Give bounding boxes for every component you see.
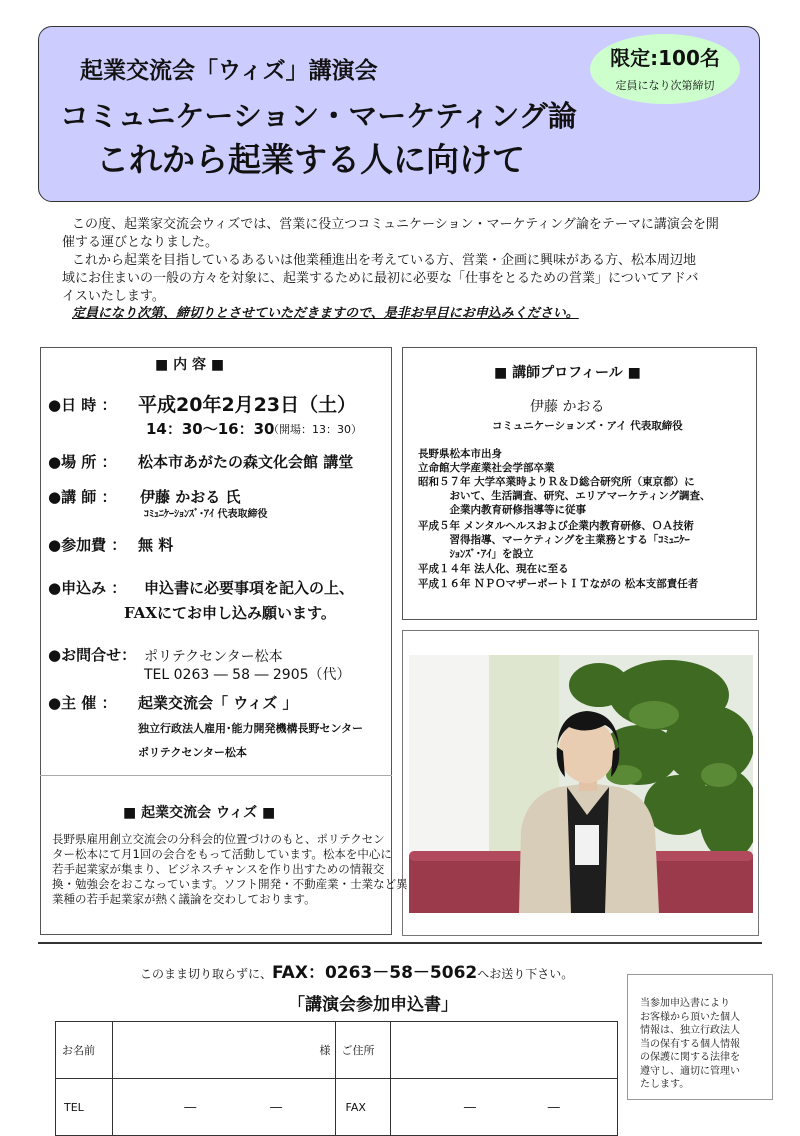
profile-line-1: 長野県松本市出身 [418,448,502,460]
host-value: 起業交流会「 ウィズ 」 [138,694,298,712]
intro-line-4: 域にお住まいの一般の方々を対象に、起業するために最初に必要な「仕事をとるための営業」についてアドバ [62,271,699,286]
privacy-line-7: たします。 [640,1079,690,1090]
lecturer-photo [409,655,753,913]
cut-line [38,942,762,944]
intro-line-1: この度、起業家交流会ウィズでは、営業に役立つコミュニケーション・マーケティング論をテーマに講演会を開 [72,217,719,232]
profile-line-2: 立命館大学産業社会学部卒業 [418,462,555,474]
fax-field[interactable] [390,1079,617,1136]
event-title-line2: これから起業する人に向けて [96,140,525,179]
apply-label: ●申込み ： [48,579,127,597]
contact-value: ポリテクセンター松本 [144,649,283,665]
profile-line-10: 平成１６年 ＮＰＯマザーポートＩＴながの 松本支部責任者 [418,578,699,590]
fax-number: FAX：0263－58－5062 [272,963,478,983]
profile-line-6: 平成５年 メンタルヘルスおよび企業内教育研修、ＯＡ技術 [418,520,694,532]
application-form [55,1021,618,1136]
profile-line-9: 平成１４年 法人化、現在に至る [418,563,569,575]
privacy-line-6: 遵守し、適切に管理い [640,1065,740,1077]
address-field[interactable] [390,1022,617,1079]
profile-line-4: おいて、生活調査、研究、エリアマーケティング調査、 [418,490,711,502]
tel-dash-1: ― [184,1100,197,1114]
privacy-notice [627,974,773,1100]
form-title: 「講演会参加申込書」 [288,995,458,1015]
time-value: 14：30〜16：30 [146,420,275,438]
host-org-1: 独立行政法人雇用･能力開発機構長野センター [138,722,364,735]
fax-prefix: このまま切り取らずに、 [140,967,273,981]
club-desc-5: 業種の若手起業家が熱く議論を交わしております。 [52,892,316,906]
lecturer-photo-illustration [409,655,753,913]
fax-instruction [140,958,573,983]
intro-emphasis: 定員になり次第、締切りとさせていただきますので、是非お早目にお申込みください。 [72,306,579,321]
tel-dash-2: ― [270,1100,283,1114]
address-label: ご住所 [335,1022,390,1079]
privacy-line-5: の保護に関する法律を [640,1052,740,1063]
open-time: （開場：13：30） [268,423,362,436]
profile-line-8: ｼｮﾝｽﾞ･ｱｲ」を設立 [418,548,534,560]
club-desc-2: ター松本にて月1回の会合をもって活動しています。松本を中心に [52,847,392,861]
form-row-name [56,1022,618,1079]
club-title: ■ 起業交流会 ウィズ ■ [123,805,276,821]
club-desc-3: 若手起業家が集まり、ビジネスチャンスを作り出すための情報交 [52,862,385,876]
club-desc-4: 換・勉強会をおこなっています。ソフト開発・不動産業・士業など異 [52,877,408,891]
capacity-note: 定員になり次第締切 [615,79,715,92]
privacy-line-1: 当参加申込書により [640,998,730,1009]
lecturer-label: ●講 師 ： [48,488,117,506]
capacity-badge [590,34,740,104]
details-title: ■ 内 容 ■ [155,357,225,373]
intro-line-3: これから起業を目指しているあるいは他業種進出を考えている方、営業・企画に興味がある方、松本周辺地 [72,253,697,268]
fax-suffix: へお送り下さい。 [477,967,574,981]
apply-value-2: FAXにてお申し込み願います。 [124,604,336,622]
apply-value-1: 申込書に必要事項を記入の上、 [144,579,355,597]
fee-label: ●参加費 ： [48,536,127,554]
tel-field[interactable] [113,1079,335,1136]
lecturer-company: ｺﾐｭﾆｹｰｼｮﾝｽﾞ･ｱｲ 代表取締役 [144,509,268,520]
name-label: お名前 [56,1022,113,1079]
fee-value: 無 料 [138,536,174,554]
host-label: ●主 催 ： [48,694,117,712]
profile-line-3: 昭和５７年 大学卒業時よりＲ＆Ｄ総合研究所（東京都）に [418,476,695,488]
fax-label: FAX [335,1079,390,1136]
profile-name: 伊藤 かおる [530,399,605,415]
tel-label: TEL [56,1079,113,1136]
place-value: 松本市あがたの森文化会館 講堂 [138,453,354,471]
name-field[interactable] [113,1022,335,1079]
honorific: 様 [319,1044,331,1057]
club-desc-1: 長野県雇用創立交流会の分科会的位置づけのもと、ポリテクセン [52,832,385,846]
intro-line-2: 催する運びとなりました。 [62,235,219,250]
form-row-contact [56,1079,618,1136]
profile-line-5: 企業内教育研修指導等に従事 [418,504,586,516]
lecturer-value: 伊藤 かおる 氏 [140,488,241,506]
contact-tel: TEL 0263 ― 58 ― 2905（代） [144,667,351,683]
date-label: ●日 時 ： [48,396,117,414]
intro-line-5: イスいたします。 [62,289,165,304]
profile-line-7: 習得指導、マーケティングを主業務とする「ｺﾐｭﾆｹｰ [418,534,690,546]
fax-dash-1: ― [463,1100,476,1114]
event-subtitle: 起業交流会「ウィズ」講演会 [80,58,378,84]
privacy-line-2: お客様から頂いた個人 [640,1011,740,1023]
contact-label: ●お問合せ： [48,646,137,664]
host-org-2: ポリテクセンター松本 [138,746,247,759]
profile-company: コミュニケーションズ・アイ 代表取締役 [492,420,683,432]
privacy-line-3: 情報は、独立行政法人 [640,1025,740,1036]
date-value: 平成20年2月23日（土） [138,394,357,416]
details-divider [40,775,392,776]
fax-dash-2: ― [547,1100,560,1114]
privacy-line-4: 当の保有する個人情報 [640,1038,740,1050]
profile-title: ■ 講師プロフィール ■ [494,365,641,381]
event-title-line1: コミュニケーション・マーケティング論 [60,99,577,133]
place-label: ●場 所 ： [48,453,117,471]
capacity-label: 限定:100名 [610,46,720,70]
